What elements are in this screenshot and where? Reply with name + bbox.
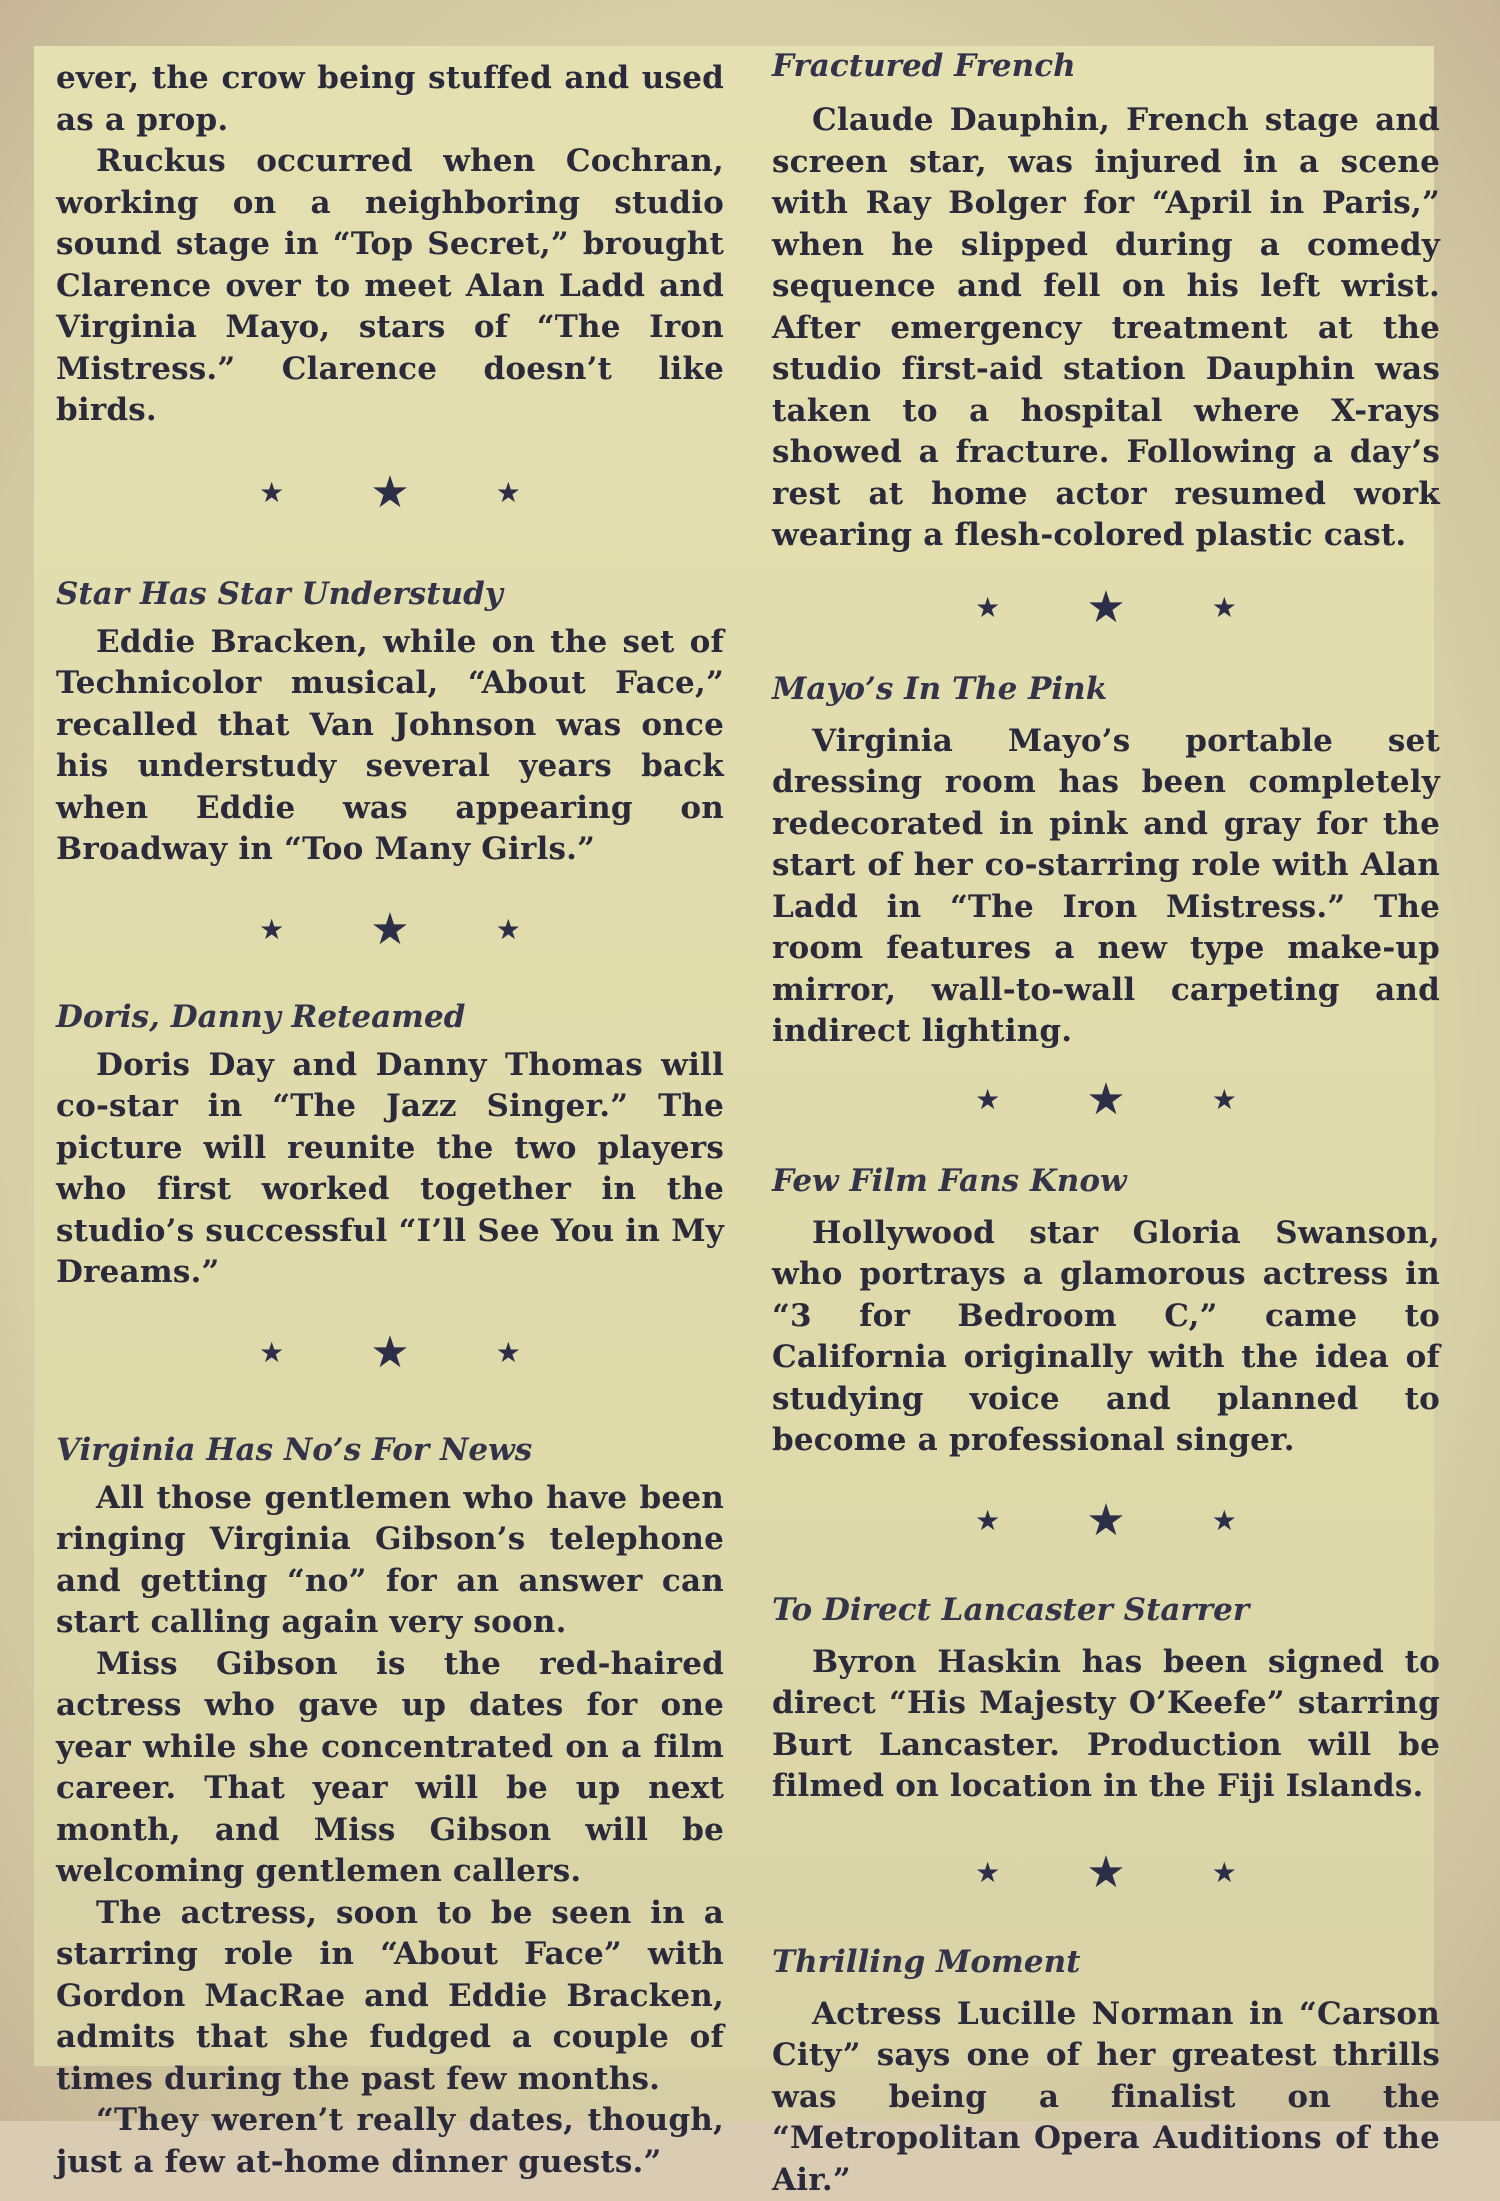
- star-icon: ★: [1212, 591, 1237, 624]
- star-icon: ★: [1086, 1074, 1125, 1125]
- section-body: Hollywood star Gloria Swanson, who portrays a glamorous actress in “3 for Bedroom C,” came to California originally with the idea of studying voice and planned to become a professional singer.: [772, 1213, 1440, 1462]
- right-column: [772, 58, 1440, 2201]
- star-icon: ★: [370, 467, 409, 518]
- section-body: Claude Dauphin, French stage and screen star, was injured in a scene with Ray Bolger for “April in Paris,” when he slipped during a comedy sequence and fell on his left wrist. After emergency treatment at the studio first-aid station Dauphin was taken to a hospital where X-rays showed a fracture. Following a day’s rest at home actor resumed work wearing a flesh-colored plastic cast.: [772, 100, 1440, 557]
- star-icon: ★: [370, 904, 409, 955]
- star-icon: ★: [975, 1856, 1000, 1889]
- section-body: Actress Lucille Norman in “Carson City” says one of her greatest thrills was being a finalist on the “Metropolitan Opera Auditions of the Air.”: [772, 1994, 1440, 2201]
- ruckus-paragraph: Ruckus occurred when Cochran, working on a neighboring studio sound stage in “Top Secret,” brought Clarence over to meet Alan Ladd and Virginia Mayo, stars of “The Iron Mistress.” Clarence doesn’t like birds.: [56, 141, 724, 432]
- section-heading: Doris, Danny Reteamed: [56, 995, 724, 1039]
- star-icon: ★: [1212, 1856, 1237, 1889]
- star-icon: ★: [1086, 582, 1125, 633]
- star-icon: ★: [259, 913, 284, 946]
- section-heading: Fractured French: [772, 44, 1440, 88]
- star-icon: ★: [975, 591, 1000, 624]
- star-divider: [772, 1055, 1440, 1145]
- star-icon: ★: [496, 1336, 521, 1369]
- star-divider: [56, 448, 724, 538]
- section-body: Virginia Mayo’s portable set dressing room has been completely redecorated in pink and gray for the start of her co-starring role with Alan Ladd in “The Iron Mistress.” The room features a new type make-up mirror, wall-to-wall carpeting and indirect lighting.: [772, 721, 1440, 1053]
- star-icon: ★: [259, 476, 284, 509]
- star-icon: ★: [975, 1504, 1000, 1537]
- star-divider: [56, 1308, 724, 1398]
- section-body: Miss Gibson is the red-haired actress who gave up dates for one year while she concentrated on a film career. That year will be up next month, and Miss Gibson will be welcoming gentlemen callers.: [56, 1644, 724, 1893]
- section-heading: To Direct Lancaster Starrer: [772, 1588, 1440, 1632]
- star-icon: ★: [496, 913, 521, 946]
- star-icon: ★: [1086, 1495, 1125, 1546]
- star-icon: ★: [1086, 1847, 1125, 1898]
- left-column: [56, 58, 724, 2183]
- star-divider: [772, 563, 1440, 653]
- star-divider: [56, 885, 724, 975]
- section-heading: Virginia Has No’s For News: [56, 1428, 724, 1472]
- star-icon: ★: [1212, 1504, 1237, 1537]
- ruckus-intro-text: ever, the crow being stuffed and used as a prop.: [56, 58, 724, 141]
- section-body: Byron Haskin has been signed to direct “His Majesty O’Keefe” starring Burt Lancaster. Production will be filmed on location in the Fiji Islands.: [772, 1642, 1440, 1808]
- star-icon: ★: [975, 1083, 1000, 1116]
- star-icon: ★: [259, 1336, 284, 1369]
- section-body: All those gentlemen who have been ringing Virginia Gibson’s telephone and getting “no” for an answer can start calling again very soon.: [56, 1478, 724, 1644]
- star-divider: [772, 1476, 1440, 1566]
- section-body: Doris Day and Danny Thomas will co-star in “The Jazz Singer.” The picture will reunite the two players who first worked together in the studio’s successful “I’ll See You in My Dreams.”: [56, 1045, 724, 1294]
- star-icon: ★: [370, 1327, 409, 1378]
- section-heading: Mayo’s In The Pink: [772, 667, 1440, 711]
- star-icon: ★: [1212, 1083, 1237, 1116]
- section-heading: Star Has Star Understudy: [56, 572, 724, 616]
- section-body: “They weren’t really dates, though, just a few at-home dinner guests.”: [56, 2100, 724, 2183]
- star-icon: ★: [496, 476, 521, 509]
- star-divider: [772, 1828, 1440, 1918]
- section-body: The actress, soon to be seen in a starring role in “About Face” with Gordon MacRae and Eddie Bracken, admits that she fudged a couple of times during the past few months.: [56, 1893, 724, 2101]
- section-body: Eddie Bracken, while on the set of Technicolor musical, “About Face,” recalled that Van Johnson was once his understudy several years back when Eddie was appearing on Broadway in “Too Many Girls.”: [56, 622, 724, 871]
- section-heading: Few Film Fans Know: [772, 1159, 1440, 1203]
- section-heading: Thrilling Moment: [772, 1940, 1440, 1984]
